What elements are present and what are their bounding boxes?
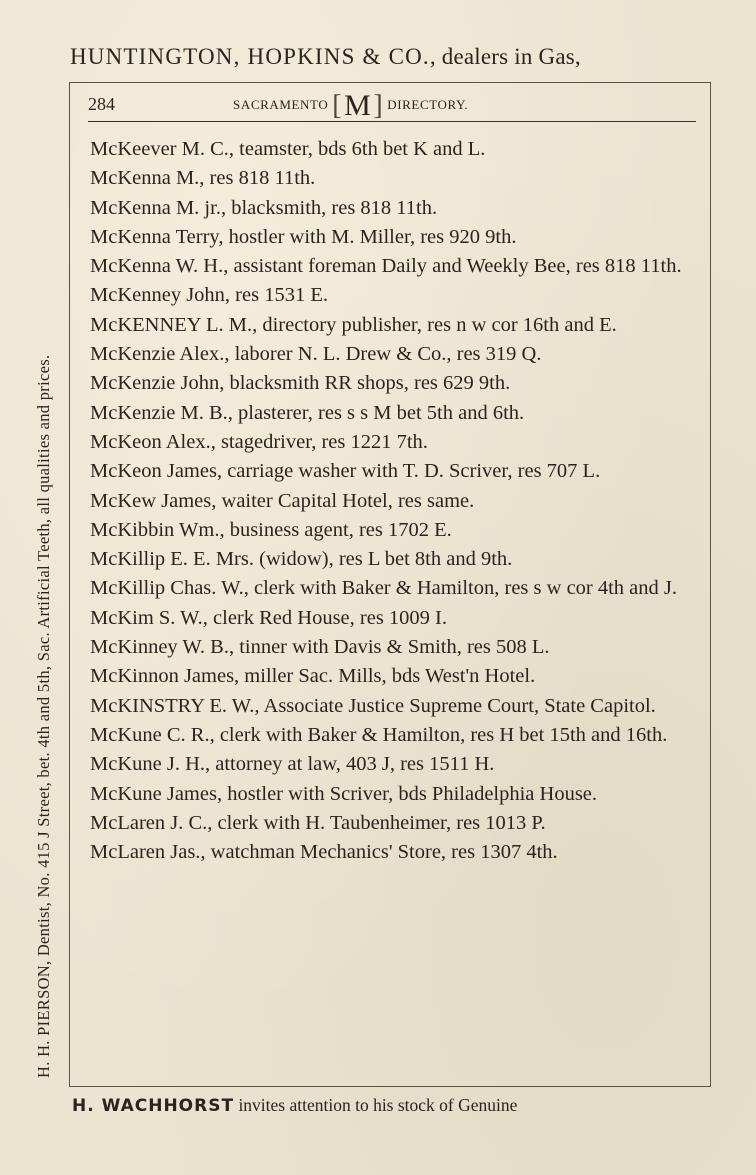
bracket-close: ] (373, 90, 384, 121)
running-head-city: SACRAMENTO (233, 97, 329, 112)
bracket-open: [ (332, 90, 343, 121)
section-letter: M (344, 89, 372, 122)
directory-entry: McKillip Chas. W., clerk with Baker & Hamilton, res s w cor 4th and J. (90, 577, 678, 600)
directory-entry: McKune J. H., attorney at law, 403 J, res 1511 H. (90, 753, 495, 776)
directory-entry: McKenzie M. B., plasterer, res s s M bet 5th and 6th. (90, 401, 525, 424)
side-advertisement: H. H. PIERSON, Dentist, No. 415 J Street, bet. 4th and 5th, Sac. Artificial Teeth, all qualities and prices. (34, 354, 53, 1078)
directory-entry: McKenzie Alex., laborer N. L. Drew & Co., res 319 Q. (90, 343, 542, 366)
directory-entry: McKinnon James, miller Sac. Mills, bds West'n Hotel. (90, 665, 536, 688)
directory-page-frame (69, 82, 711, 1087)
directory-entry: McKibbin Wm., business agent, res 1702 E. (90, 518, 452, 541)
top-ad-text: , dealers in Gas, (429, 44, 581, 69)
directory-entry: McKillip E. E. Mrs. (widow), res L bet 8th and 9th. (90, 548, 513, 571)
directory-entry: McKenna Terry, hostler with M. Miller, res 920 9th. (90, 225, 517, 248)
running-head-title (233, 89, 468, 123)
directory-entry: McLaren J. C., clerk with H. Taubenheimer, res 1013 P. (90, 811, 546, 834)
directory-entry: McKeever M. C., teamster, bds 6th bet K and L. (90, 138, 486, 160)
top-advertisement (70, 44, 720, 70)
bottom-advertisement (72, 1095, 517, 1116)
directory-entry: McKINSTRY E. W., Associate Justice Supreme Court, State Capitol. (90, 694, 656, 717)
page-number: 284 (88, 94, 115, 114)
directory-entry: McKENNEY L. M., directory publisher, res n w cor 16th and E. (90, 313, 617, 336)
directory-entry: McKenna W. H., assistant foreman Daily and Weekly Bee, res 818 11th. (90, 255, 682, 278)
directory-entry: McKenna M. jr., blacksmith, res 818 11th. (90, 196, 438, 219)
directory-entry: McKune James, hostler with Scriver, bds Philadelphia House. (90, 782, 598, 805)
directory-entry: McKeon Alex., stagedriver, res 1221 7th. (90, 430, 428, 453)
bottom-ad-text: invites attention to his stock of Genuine (234, 1095, 518, 1115)
top-ad-company: HUNTINGTON, HOPKINS & CO. (70, 44, 430, 69)
directory-entry: McKim S. W., clerk Red House, res 1009 I. (90, 606, 447, 629)
running-head-label: DIRECTORY. (387, 97, 469, 112)
directory-entry: McKenna M., res 818 11th. (90, 167, 316, 190)
directory-entry: McKeon James, carriage washer with T. D. Scriver, res 707 L. (90, 460, 601, 483)
directory-entry: McKinney W. B., tinner with Davis & Smith, res 508 L. (90, 636, 550, 659)
running-head (88, 89, 696, 122)
directory-entry: McKew James, waiter Capital Hotel, res same. (90, 489, 475, 512)
directory-entry: McLaren Jas., watchman Mechanics' Store, res 1307 4th. (90, 841, 558, 864)
bottom-ad-name: H. WACHHORST (72, 1096, 235, 1116)
directory-entry: McKenzie John, blacksmith RR shops, res 629 9th. (90, 372, 511, 395)
directory-entry: McKenney John, res 1531 E. (90, 284, 328, 307)
directory-entry: McKune C. R., clerk with Baker & Hamilton, res H bet 15th and 16th. (90, 723, 668, 746)
directory-entries (90, 135, 696, 867)
